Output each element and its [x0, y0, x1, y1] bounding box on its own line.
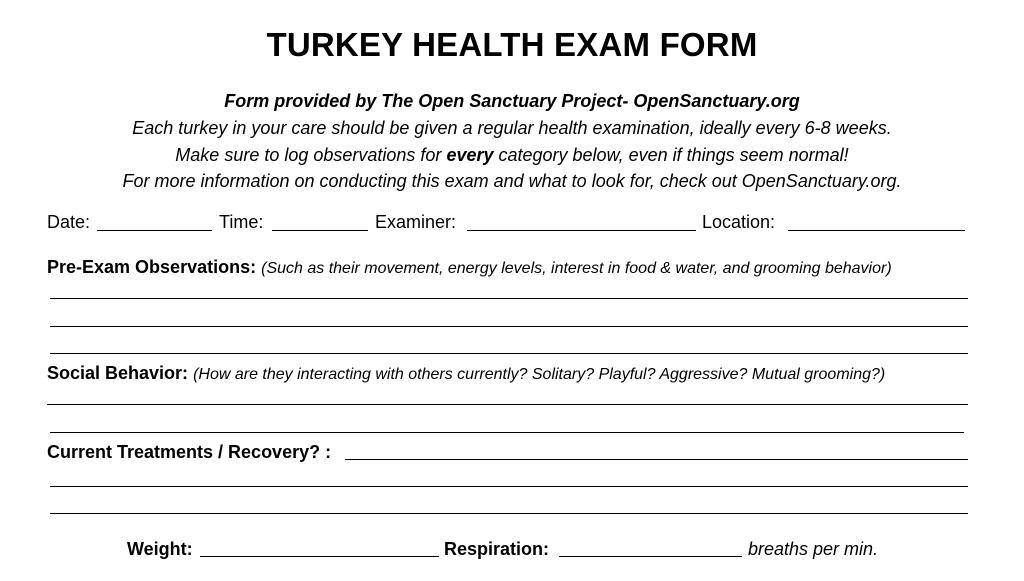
examiner-label: Examiner: — [375, 212, 457, 232]
examiner-field[interactable] — [467, 230, 696, 231]
weight-label: Weight: — [127, 539, 193, 559]
treatments-line-3[interactable] — [50, 513, 968, 514]
intro-line-2 — [0, 145, 1024, 166]
intro-emphasis: every — [446, 145, 494, 165]
weight-field[interactable] — [200, 556, 439, 557]
pre-exam-line-3[interactable] — [50, 353, 968, 354]
treatments-line-2[interactable] — [50, 486, 968, 487]
social-heading — [47, 363, 885, 384]
intro-line-2-post: category below, even if things seem normal! — [493, 145, 849, 165]
pre-exam-label: Pre-Exam Observations: — [47, 257, 257, 277]
intro-line-3: For more information on conducting this exam and what to look for, check out OpenSanctuary.org. — [122, 171, 902, 191]
pre-exam-note: (Such as their movement, energy levels, interest in food & water, and grooming behavior) — [261, 260, 892, 277]
social-line-1[interactable] — [47, 404, 968, 405]
location-field[interactable] — [788, 230, 965, 231]
intro-line-1: Each turkey in your care should be given a regular health examination, ideally every 6-8 weeks. — [132, 118, 892, 138]
credit-line: Form provided by The Open Sanctuary Project- OpenSanctuary.org — [224, 91, 800, 111]
form-title: TURKEY HEALTH EXAM FORM — [266, 26, 758, 63]
time-label: Time: — [219, 212, 264, 232]
treatments-field[interactable] — [345, 459, 968, 460]
respiration-unit: breaths per min. — [748, 539, 879, 559]
respiration-field[interactable] — [559, 556, 742, 557]
pre-exam-line-2[interactable] — [50, 326, 968, 327]
social-line-2[interactable] — [50, 432, 964, 433]
intro-line-2-pre: Make sure to log observations for — [175, 145, 447, 165]
respiration-label: Respiration: — [444, 539, 550, 559]
location-label: Location: — [702, 212, 776, 232]
date-label: Date: — [47, 212, 91, 232]
pre-exam-heading — [47, 257, 892, 278]
social-label: Social Behavior: — [47, 363, 189, 383]
pre-exam-line-1[interactable] — [50, 298, 968, 299]
date-field[interactable] — [97, 230, 212, 231]
time-field[interactable] — [272, 230, 368, 231]
treatments-label: Current Treatments / Recovery? : — [47, 442, 332, 462]
social-note: (How are they interacting with others currently? Solitary? Playful? Aggressive? Mutual grooming?) — [193, 366, 886, 383]
